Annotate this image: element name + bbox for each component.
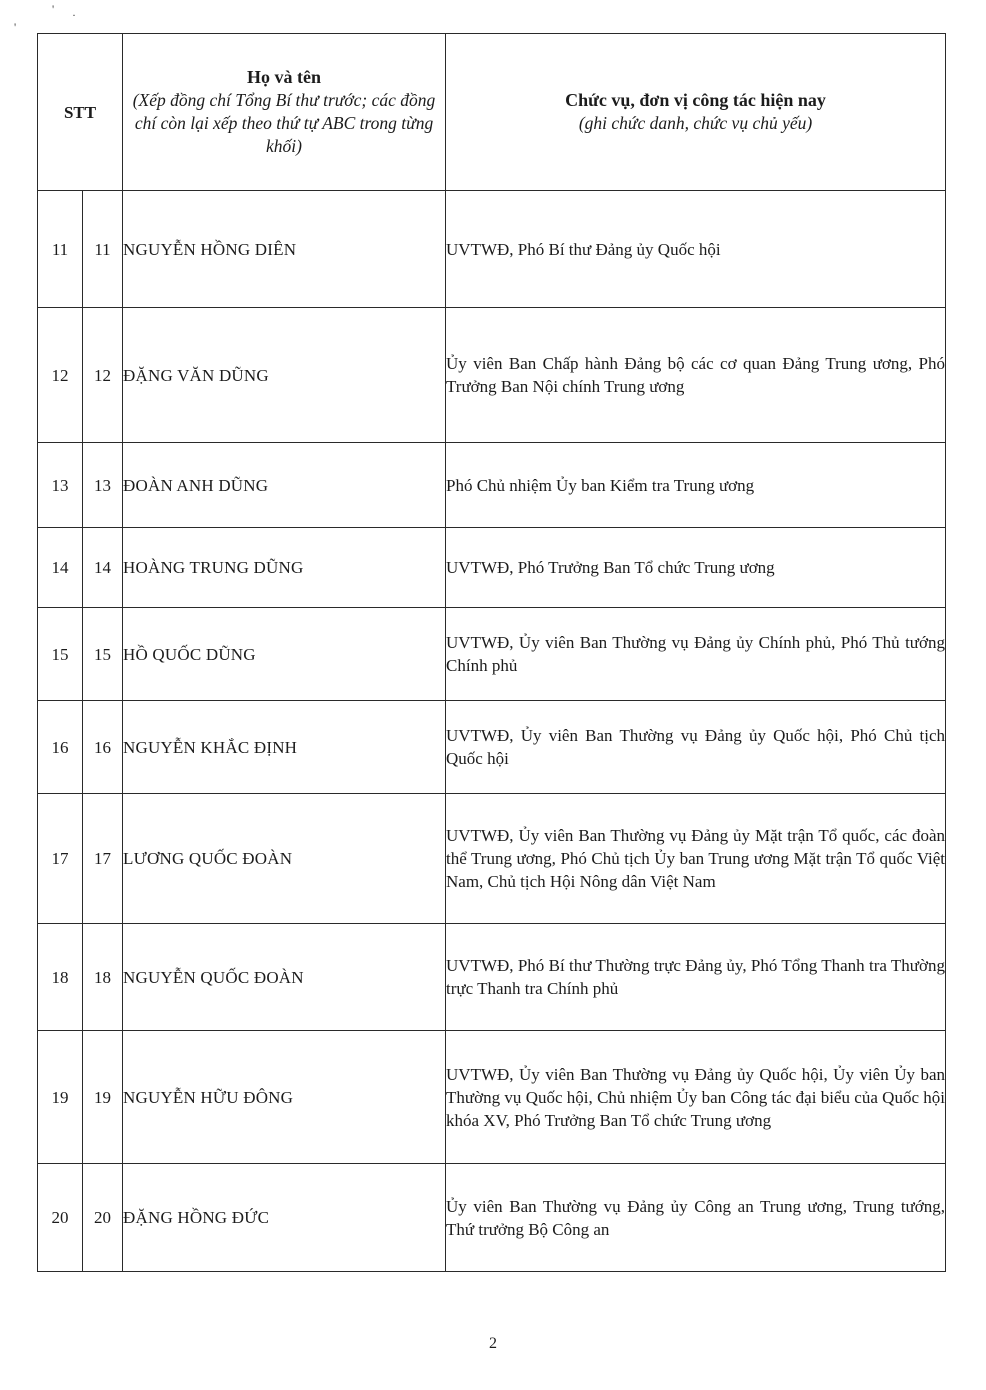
- stt-cell: 13: [38, 443, 83, 528]
- table-header-row: [38, 34, 946, 191]
- stt-cell: 16: [38, 701, 83, 794]
- name-cell: NGUYỄN HỮU ĐÔNG: [123, 1031, 446, 1164]
- stt-cell: 15: [38, 608, 83, 701]
- stt-cell: 20: [38, 1164, 83, 1272]
- header-position: [446, 34, 946, 191]
- header-position-note: (ghi chức danh, chức vụ chủ yếu): [578, 113, 813, 133]
- page-number: 2: [489, 1335, 497, 1352]
- header-name-title: Họ và tên: [247, 67, 322, 87]
- stt-sub-cell: 16: [83, 701, 123, 794]
- table-row: [38, 794, 946, 924]
- name-cell: NGUYỄN QUỐC ĐOÀN: [123, 924, 446, 1031]
- name-cell: HỒ QUỐC DŨNG: [123, 608, 446, 701]
- position-cell: UVTWĐ, Ủy viên Ban Thường vụ Đảng ủy Chính phủ, Phó Thủ tướng Chính phủ: [446, 608, 946, 701]
- stt-cell: 12: [38, 308, 83, 443]
- personnel-table: [37, 33, 946, 1272]
- stt-cell: 14: [38, 528, 83, 608]
- stt-sub-cell: 20: [83, 1164, 123, 1272]
- stt-sub-cell: 11: [83, 191, 123, 308]
- header-name: [123, 34, 446, 191]
- header-name-note: (Xếp đồng chí Tổng Bí thư trước; các đồng chí còn lại xếp theo thứ tự ABC trong từng khối): [132, 90, 436, 156]
- stt-cell: 11: [38, 191, 83, 308]
- position-cell: UVTWĐ, Ủy viên Ban Thường vụ Đảng ủy Mặt trận Tổ quốc, các đoàn thể Trung ương, Phó Chủ tịch Ủy ban Trung ương Mặt trận Tổ quốc Việt Nam, Chủ tịch Hội Nông dân Việt Nam: [446, 794, 946, 924]
- position-cell: UVTWĐ, Ủy viên Ban Thường vụ Đảng ủy Quốc hội, Phó Chủ tịch Quốc hội: [446, 701, 946, 794]
- stt-sub-cell: 18: [83, 924, 123, 1031]
- scan-speck: ': [52, 2, 55, 16]
- name-cell: ĐẶNG HỒNG ĐỨC: [123, 1164, 446, 1272]
- header-stt: STT: [38, 34, 123, 191]
- table-row: [38, 701, 946, 794]
- stt-sub-cell: 12: [83, 308, 123, 443]
- table-row: [38, 191, 946, 308]
- stt-cell: 18: [38, 924, 83, 1031]
- position-cell: Ủy viên Ban Thường vụ Đảng ủy Công an Trung ương, Trung tướng, Thứ trưởng Bộ Công an: [446, 1164, 946, 1272]
- stt-cell: 17: [38, 794, 83, 924]
- name-cell: ĐOÀN ANH DŨNG: [123, 443, 446, 528]
- table-row: [38, 608, 946, 701]
- name-cell: NGUYỄN KHẮC ĐỊNH: [123, 701, 446, 794]
- table-row: [38, 924, 946, 1031]
- position-cell: UVTWĐ, Ủy viên Ban Thường vụ Đảng ủy Quốc hội, Ủy viên Ủy ban Thường vụ Quốc hội, Chủ nhiệm Ủy ban Công tác đại biểu của Quốc hội khóa XV, Phó Trưởng Ban Tổ chức Trung ương: [446, 1031, 946, 1164]
- name-cell: HOÀNG TRUNG DŨNG: [123, 528, 446, 608]
- scan-speck: ': [14, 20, 17, 34]
- position-cell: Ủy viên Ban Chấp hành Đảng bộ các cơ quan Đảng Trung ương, Phó Trưởng Ban Nội chính Trung ương: [446, 308, 946, 443]
- position-cell: UVTWĐ, Phó Bí thư Đảng ủy Quốc hội: [446, 191, 946, 308]
- stt-sub-cell: 15: [83, 608, 123, 701]
- stt-sub-cell: 14: [83, 528, 123, 608]
- table-row: [38, 443, 946, 528]
- position-cell: UVTWĐ, Phó Bí thư Thường trực Đảng ủy, Phó Tổng Thanh tra Thường trực Thanh tra Chính phủ: [446, 924, 946, 1031]
- stt-cell: 19: [38, 1031, 83, 1164]
- name-cell: NGUYỄN HỒNG DIÊN: [123, 191, 446, 308]
- stt-sub-cell: 19: [83, 1031, 123, 1164]
- header-position-title: Chức vụ, đơn vị công tác hiện nay: [565, 90, 826, 110]
- name-cell: LƯƠNG QUỐC ĐOÀN: [123, 794, 446, 924]
- table-row: [38, 1164, 946, 1272]
- position-cell: Phó Chủ nhiệm Ủy ban Kiểm tra Trung ương: [446, 443, 946, 528]
- table-row: [38, 1031, 946, 1164]
- stt-sub-cell: 17: [83, 794, 123, 924]
- scan-speck: ·: [72, 8, 76, 22]
- position-cell: UVTWĐ, Phó Trưởng Ban Tổ chức Trung ương: [446, 528, 946, 608]
- table-row: [38, 308, 946, 443]
- name-cell: ĐẶNG VĂN DŨNG: [123, 308, 446, 443]
- stt-sub-cell: 13: [83, 443, 123, 528]
- table-row: [38, 528, 946, 608]
